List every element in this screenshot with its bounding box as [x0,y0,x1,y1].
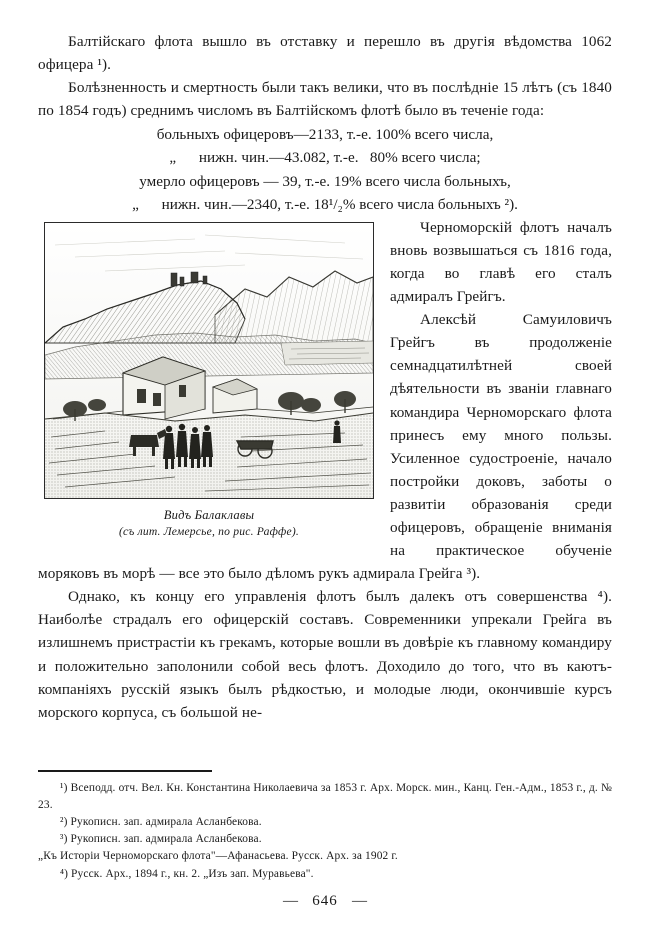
figure-caption-title: Видъ Балаклавы [163,507,255,522]
footnotes-block [38,770,612,883]
statistics-block [38,123,612,215]
page-number-dash-right: — [352,893,367,909]
page-number-value: 646 [312,893,338,909]
paragraph-5: Однако, къ концу его управленія флотъ былъ далекъ отъ совершенства ⁴). Наиболѣе страдалъ его офицерскій составъ. Современники упрекали Грейга въ излишнемъ пристрастіи къ грекамъ, которые вошли въ довѣріе къ главному командиру и положительно заполонили собой весь флотъ. Доходило до того, что въ каютъ-компаніяхъ русскій языкъ былъ рѣдкостью, и молодые люди, окончившіе курсъ морского корпуса, съ большой не- [38,588,612,721]
footnote-item: ²) Рукописн. зап. адмирала Асланбекова. [60,816,262,829]
statistics-row: умерло офицеровъ — 39, т.-е. 19% всего числа больныхъ, [139,172,511,190]
figure-balaklava [44,222,374,541]
page-number-dash-left: — [283,893,298,909]
footnote-divider [38,770,212,772]
statistics-row: „ нижн. чин.—43.082, т.-е. 80% всего числа; [169,149,481,167]
footnote-item: ³) Рукописн. зап. адмирала Асланбекова. [60,833,262,846]
footnote-item: ⁴) Русск. Арх., 1894 г., кн. 2. „Изъ зап. Муравьева". [60,867,314,880]
footnote-item: ¹) Всеподд. отч. Вел. Кн. Константина Николаевича за 1853 г. Арх. Морск. мин., Канц. Ген.-Адм., 1853 г., д. № 23. [38,782,612,812]
paragraph-1: Балтійскаго флота вышло въ отставку и перешло въ другія вѣдомства 1062 офицера ¹). [38,33,612,74]
figure-image-frame [44,222,374,499]
engraving-illustration [45,223,373,498]
figure-caption-subtitle: (съ лит. Лемерсье, по рис. Раффе). [119,525,299,538]
statistics-row: „ нижн. чин.—2340, т.-е. 18¹/₂% всего числа больныхъ ²). [132,195,518,213]
footnote-item: „Къ Исторіи Черноморскаго флота"—Афанасьева. Русск. Арх. за 1902 г. [38,850,398,863]
paragraph-4: Алексѣй Самуиловичъ Грейгъ въ продолженіе семнадцатилѣтней своей дѣятельности въ званіи главнаго командира Черноморскаго флота принесъ ему много пользы. Усиленное судостроеніе, начало постройки доковъ, заботы о развитіи образованія среди офицеровъ, обращеніе вниманія на практическое обученіе моряковъ въ морѣ — все это было дѣломъ рукъ адмирала Грейга ³). [38,311,612,583]
statistics-row: больныхъ офицеровъ—2133, т.-е. 100% всего числа, [156,126,494,144]
page-number [0,893,650,910]
page-content [38,30,612,724]
figure-caption [44,506,374,541]
paragraph-2: Болѣзненность и смертность были такъ велики, что въ послѣднiе 15 лѣтъ (съ 1840 по 1854 годъ) среднимъ числомъ въ Балтiйскомъ флотѣ было въ теченiе года: [38,79,612,120]
paragraph-3: Черноморскій флотъ началъ вновь возвышаться съ 1816 года, когда во главѣ его сталъ адмиралъ Грейгъ. [390,218,612,306]
